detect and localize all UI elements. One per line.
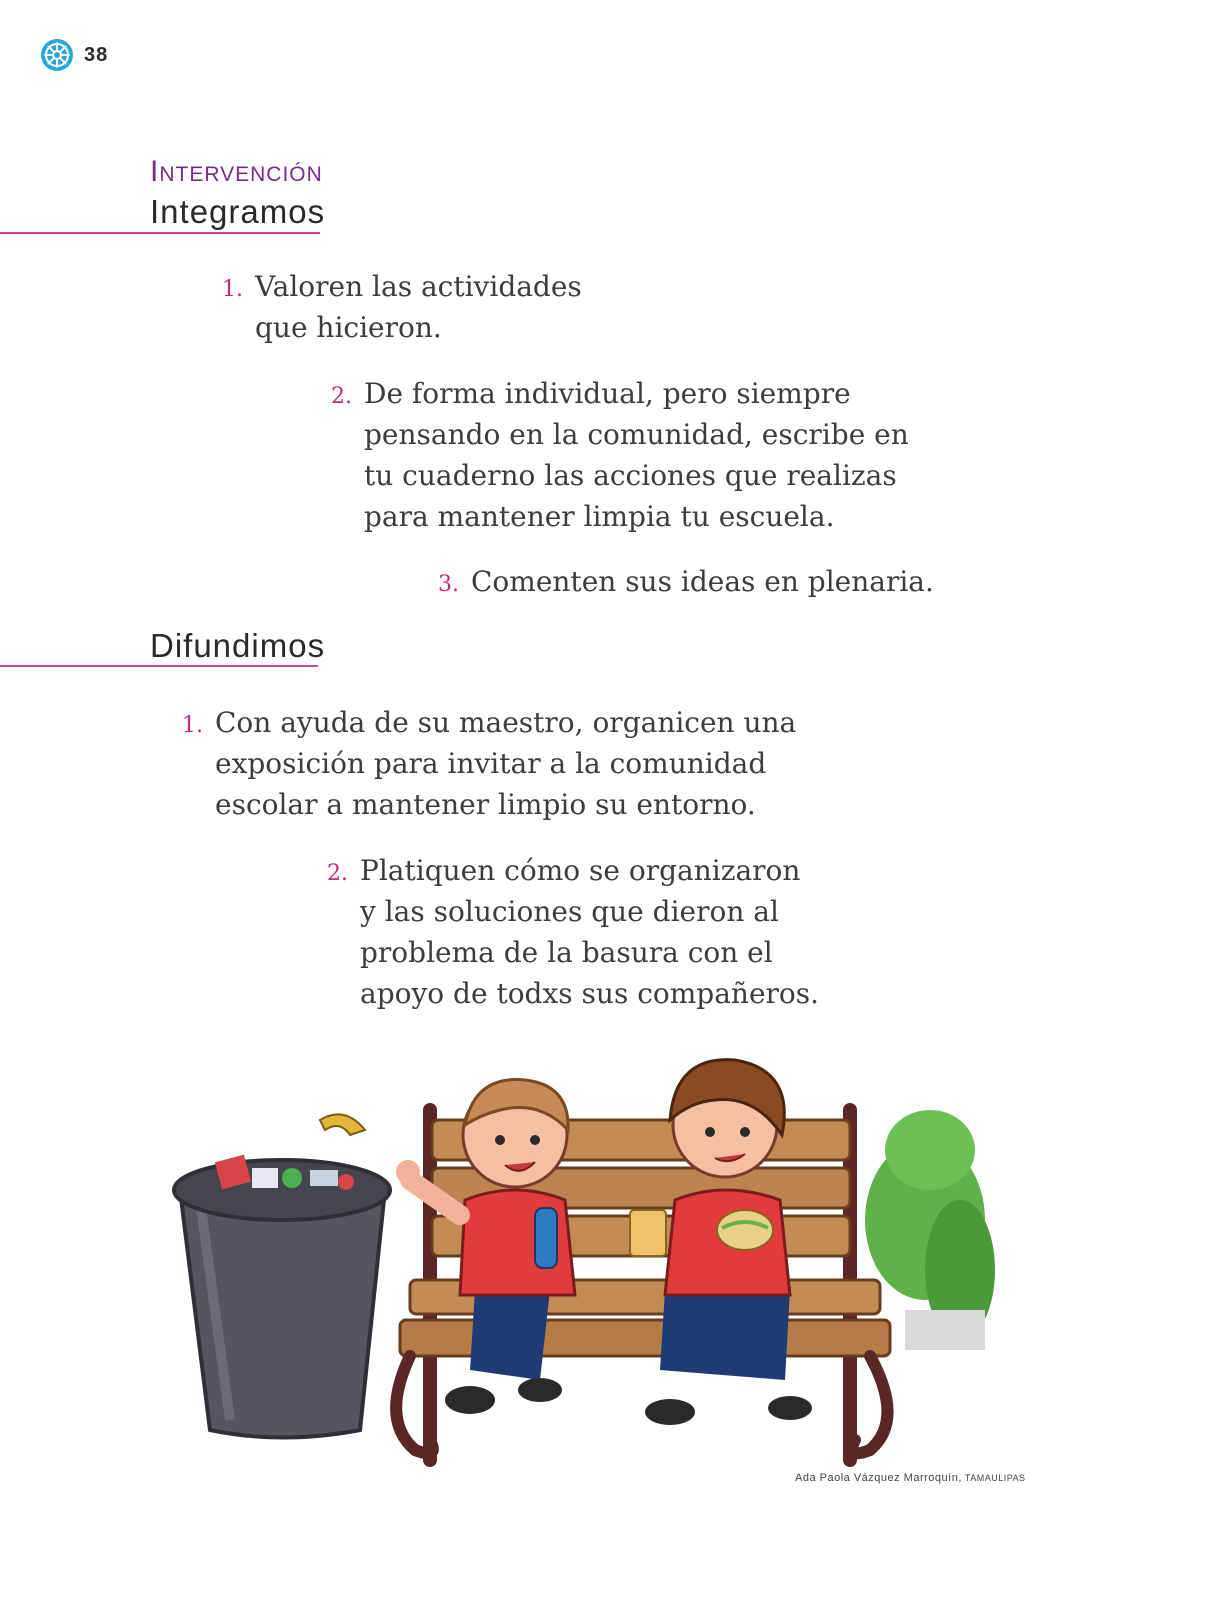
boy-left-illustration — [396, 1080, 575, 1414]
trash-can-illustration — [174, 1114, 390, 1437]
item-number: 2. — [331, 384, 352, 409]
integramos-item-1 — [222, 266, 582, 348]
credit-author: Ada Paola Vázquez Marroquín, — [795, 1472, 962, 1484]
illustration-kids-bench — [170, 1040, 1010, 1480]
bush-illustration — [865, 1110, 995, 1350]
item-text: Valoren las actividades que hicieron. — [255, 270, 582, 344]
illustration-credit — [795, 1472, 1026, 1484]
item-text: Platiquen cómo se organizaron y las soluciones que dieron al problema de la basura con el apoyo de todxs sus compañeros. — [360, 854, 820, 1010]
section-title-difundimos: Difundimos — [150, 627, 326, 664]
item-number: 2. — [327, 861, 348, 886]
integramos-item-3 — [438, 561, 934, 605]
item-text: Comenten sus ideas en plenaria. — [471, 565, 934, 598]
snowflake-medallion-icon — [40, 38, 74, 72]
section-title-integramos: Integramos — [150, 193, 326, 230]
credit-state: TAMAULIPAS — [964, 1473, 1026, 1483]
section-underline — [0, 665, 318, 667]
item-number: 1. — [222, 277, 243, 302]
page-number: 38 — [84, 43, 109, 66]
item-number: 1. — [182, 713, 203, 738]
item-text: Con ayuda de su maestro, organicen una exposición para invitar a la comunidad escolar a mantener limpio su entorno. — [215, 706, 797, 821]
difundimos-item-1 — [182, 702, 796, 825]
difundimos-item-2 — [327, 850, 819, 1014]
section-kicker: Intervención — [150, 155, 323, 188]
item-text: De forma individual, pero siempre pensando en la comunidad, escribe en tu cuaderno las acciones que realizas para mantener limpia tu escuela. — [364, 377, 909, 533]
item-number: 3. — [438, 572, 459, 597]
section-underline — [0, 232, 320, 234]
integramos-item-2 — [331, 373, 909, 537]
boy-right-illustration — [630, 1060, 812, 1425]
page-header — [40, 38, 108, 72]
